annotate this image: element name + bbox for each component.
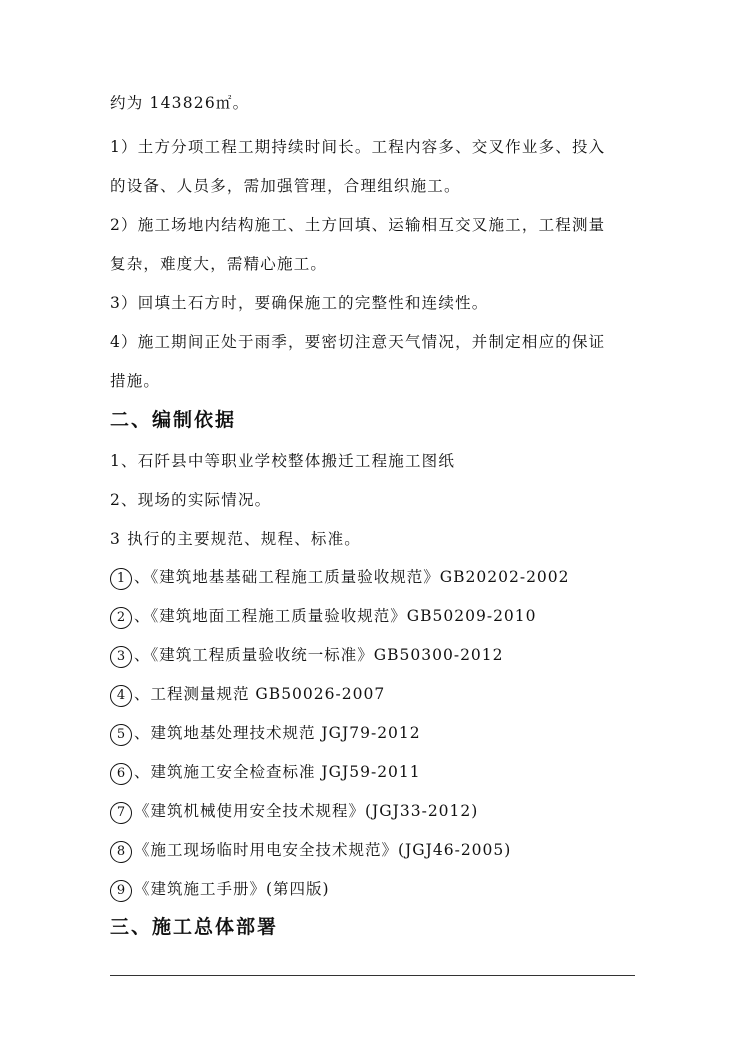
reference-text: 、建筑施工安全检查标准 JGJ59-2011	[134, 763, 421, 781]
section-heading: 三、施工总体部署	[110, 916, 279, 938]
basis-item: 2、现场的实际情况。	[110, 491, 272, 509]
basis-item: 1、石阡县中等职业学校整体搬迁工程施工图纸	[110, 452, 456, 470]
reference-item	[110, 878, 330, 900]
circled-number: 7	[110, 802, 132, 824]
reference-text: 、建筑地基处理技术规范 JGJ79-2012	[134, 724, 421, 742]
circled-number: 9	[110, 880, 132, 902]
circled-number: 4	[110, 685, 132, 707]
reference-text: 、《建筑地面工程施工质量验收规范》GB50209-2010	[134, 607, 537, 625]
circled-number: 5	[110, 724, 132, 746]
basis-item: 3 执行的主要规范、规程、标准。	[110, 530, 361, 548]
circled-number: 6	[110, 763, 132, 785]
section-heading: 二、编制依据	[110, 409, 237, 431]
body-line: 复杂，难度大，需精心施工。	[110, 255, 328, 273]
reference-text: 、工程测量规范 GB50026-2007	[134, 685, 386, 703]
reference-item	[110, 566, 570, 588]
reference-text: 《施工现场临时用电安全技术规范》(JGJ46-2005)	[134, 841, 512, 859]
body-line: 1）土方分项工程工期持续时间长。工程内容多、交叉作业多、投入	[110, 138, 606, 156]
body-line: 措施。	[110, 372, 161, 390]
reference-text: 《建筑机械使用安全技术规程》(JGJ33-2012)	[134, 802, 479, 820]
body-line: 3）回填土石方时，要确保施工的完整性和连续性。	[110, 294, 489, 312]
reference-item	[110, 722, 421, 744]
reference-item	[110, 644, 504, 666]
reference-item	[110, 683, 385, 705]
reference-text: 、《建筑地基基础工程施工质量验收规范》GB20202-2002	[134, 568, 570, 586]
body-line: 4）施工期间正处于雨季，要密切注意天气情况，并制定相应的保证	[110, 333, 606, 351]
reference-item	[110, 761, 421, 783]
body-line: 约为 143826㎡。	[110, 94, 250, 112]
circled-number: 3	[110, 646, 132, 668]
reference-item	[110, 839, 511, 861]
reference-item	[110, 800, 478, 822]
circled-number: 1	[110, 568, 132, 590]
reference-text: 、《建筑工程质量验收统一标准》GB50300-2012	[134, 646, 504, 664]
body-line: 2）施工场地内结构施工、土方回填、运输相互交叉施工，工程测量	[110, 216, 606, 234]
reference-text: 《建筑施工手册》(第四版)	[134, 880, 330, 898]
reference-item	[110, 605, 537, 627]
circled-number: 8	[110, 841, 132, 863]
body-line: 的设备、人员多，需加强管理，合理组织施工。	[110, 177, 461, 195]
footer-divider	[110, 975, 635, 976]
circled-number: 2	[110, 607, 132, 629]
